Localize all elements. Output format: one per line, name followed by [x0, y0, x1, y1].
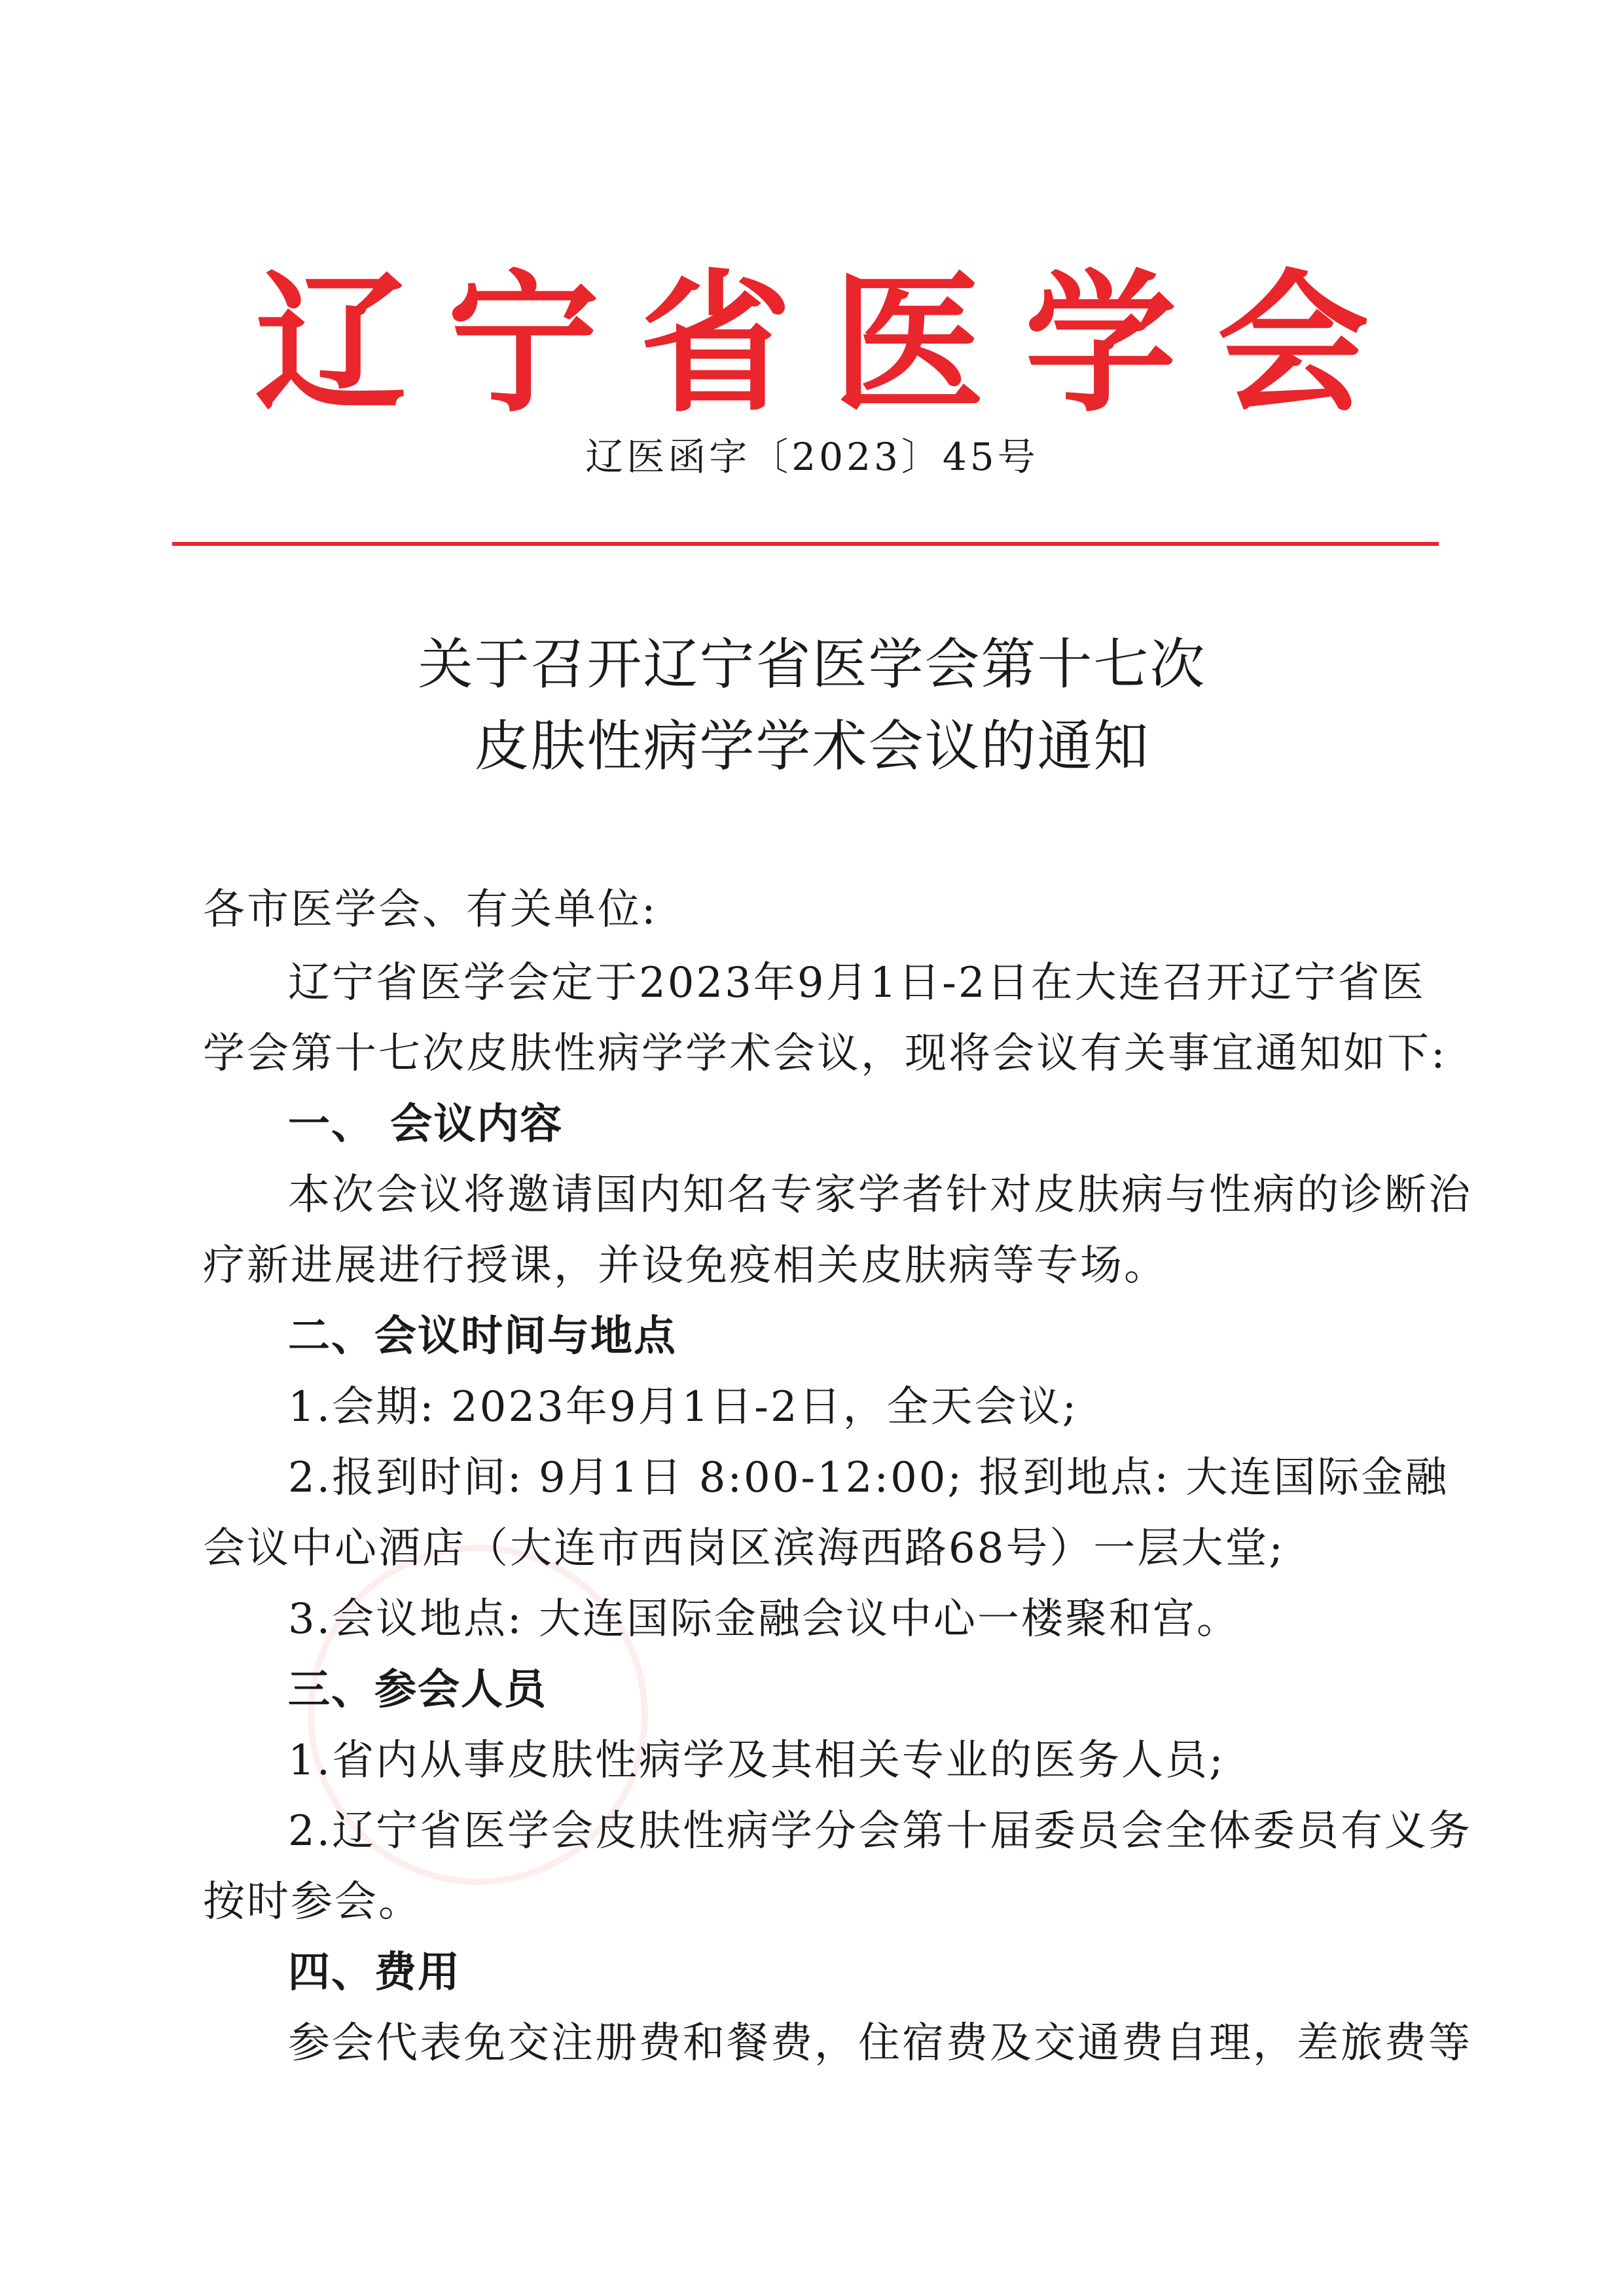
section-2-item-2-line-1: 2.报到时间: 9月1日 8:00-12:00; 报到地点: 大连国际金融: [288, 1454, 1449, 1502]
section-2-item-3: 3.会议地点: 大连国际金融会议中心一楼聚和宫。: [288, 1595, 1240, 1643]
section-2-heading: 二、会议时间与地点: [288, 1312, 677, 1361]
section-1-line-2: 疗新进展进行授课，并设免疫相关皮肤病等专场。: [203, 1242, 1168, 1290]
section-2-item-1: 1.会期: 2023年9月1日-2日，全天会议;: [288, 1383, 1079, 1431]
letterhead-red-rule: [172, 542, 1439, 546]
section-4-heading: 四、费用: [288, 1948, 461, 1997]
section-2-item-2-line-2: 会议中心酒店（大连市西岗区滨海西路68号）一层大堂;: [203, 1524, 1285, 1573]
document-title-line-1: 关于召开辽宁省医学会第十七次: [418, 632, 1206, 696]
section-4-line-1: 参会代表免交注册费和餐费，住宿费及交通费自理，差旅费等: [288, 2019, 1472, 2068]
section-3-item-2-line-2: 按时参会。: [203, 1878, 422, 1926]
letterhead-org-name: 辽宁省医学会: [255, 254, 1410, 433]
section-3-item-1: 1.省内从事皮肤性病学及其相关专业的医务人员;: [288, 1736, 1225, 1785]
section-1-line-1: 本次会议将邀请国内知名专家学者针对皮肤病与性病的诊断治: [288, 1171, 1472, 1219]
intro-line-1: 辽宁省医学会定于2023年9月1日-2日在大连召开辽宁省医: [288, 959, 1426, 1007]
section-1-heading: 一、 会议内容: [288, 1100, 564, 1149]
section-3-heading: 三、参会人员: [288, 1666, 547, 1714]
salutation: 各市医学会、有关单位:: [203, 886, 658, 934]
document-title-line-2: 皮肤性病学学术会议的通知: [474, 714, 1150, 778]
document-number: 辽医函字〔2023〕45号: [585, 435, 1039, 479]
intro-line-2: 学会第十七次皮肤性病学学术会议，现将会议有关事宜通知如下:: [203, 1030, 1447, 1078]
section-3-item-2-line-1: 2.辽宁省医学会皮肤性病学分会第十届委员会全体委员有义务: [288, 1807, 1473, 1856]
